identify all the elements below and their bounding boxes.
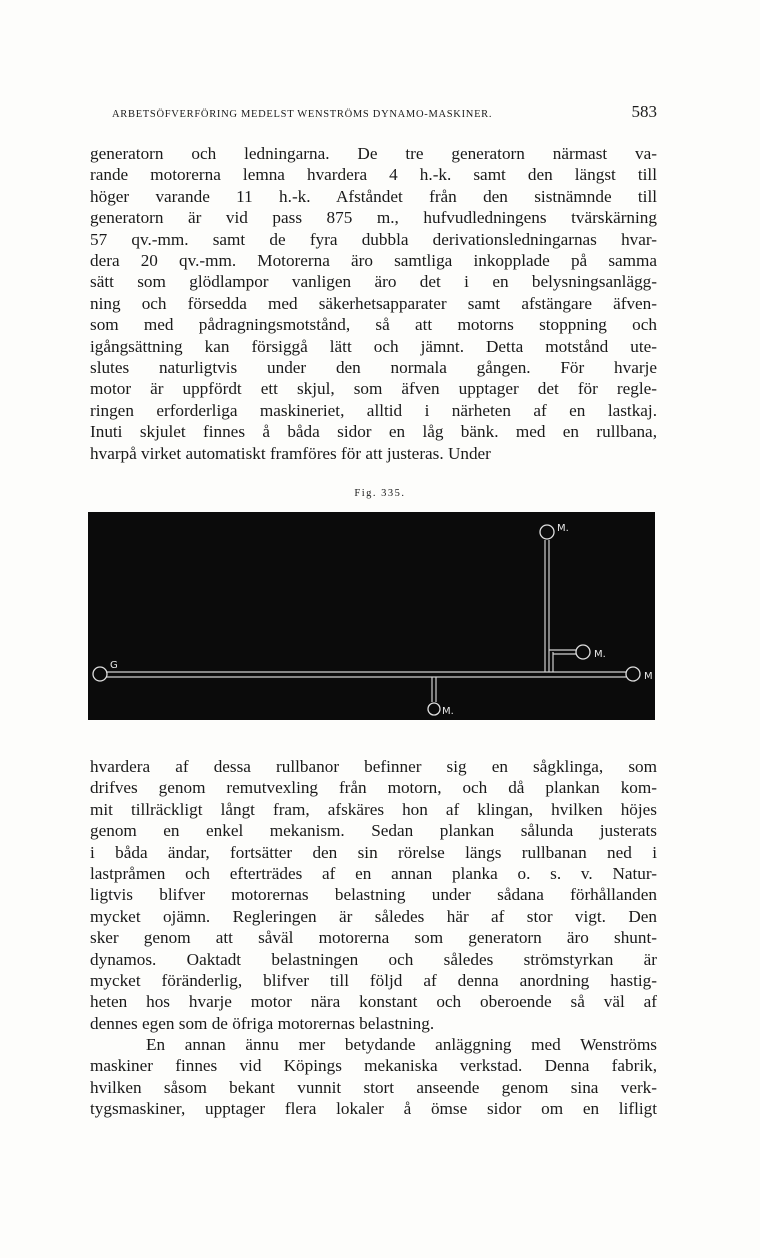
generator-circle (93, 667, 107, 681)
paragraph-bottom (90, 756, 657, 1034)
text-line: höger varande 11 h.-k. Afståndet från den sistnämnde till (90, 186, 657, 206)
text-line: tygsmaskiner, upptager flera lokaler å ömse sidor om en lifligt (90, 1099, 657, 1119)
text-line: mit tillräckligt långt fram, afskäres hon af klingan, hvilken höjes (90, 799, 657, 819)
motor-top-circle (540, 525, 554, 539)
text-line: En annan ännu mer betydande anläggning med Wenströms (146, 1035, 657, 1054)
generator-label: G (110, 660, 118, 671)
motor-right-label: M (644, 671, 653, 682)
text-line: lastpråmen och efterträdes af en annan planka o. s. v. Natur- (90, 864, 657, 884)
text-line: ning och försedda med säkerhetsapparater samt afstängare äfven- (90, 293, 657, 313)
text-line: ringen erforderliga maskineriet, alltid i närheten af en lastkaj. (90, 400, 657, 420)
text-line: 57 qv.-mm. samt de fyra dubbla derivationsledningarnas hvar- (90, 229, 657, 249)
text-line: hvarpå virket automatiskt framföres för att justeras. Under (90, 443, 491, 463)
text-line: heten hos hvarje motor nära konstant och oberoende så väl af (90, 992, 657, 1012)
text-line: genom en enkel mekanism. Sedan plankan sålunda justerats (90, 821, 657, 841)
text-line: generatorn och ledningarna. De tre generatorn närmast va- (90, 144, 657, 163)
text-line: dynamos. Oaktadt belastningen och således strömstyrkan är (90, 949, 657, 969)
paragraph-top (90, 143, 657, 464)
figure-caption: Fig. 335. (354, 488, 406, 499)
text-line: mycket ojämn. Regleringen är således här af stor vigt. Den (90, 906, 657, 926)
motor-mid-circle (576, 645, 590, 659)
text-line: dennes egen som de öfriga motorernas belastning. (90, 1013, 435, 1033)
text-line: mycket föränderlig, blifver till följd af denna anordning hastig- (90, 971, 657, 991)
text-line: Inuti skjulet finnes å båda sidor en låg bänk. med en rullbana, (90, 422, 657, 442)
header-title: ARBETSÖFVERFÖRING MEDELST WENSTRÖMS DYNAMO-MASKINER. (112, 109, 493, 120)
motor-mid-label: M. (594, 649, 606, 660)
text-line: maskiner finnes vid Köpings mekaniska verkstad. Denna fabrik, (90, 1056, 657, 1076)
text-line: dera 20 qv.-mm. Motorerna äro samtliga inkopplade på samma (90, 251, 657, 271)
text-line: i båda ändar, fortsätter den sin rörelse längs rullbanan ned i (90, 842, 657, 862)
text-line: slutes naturligtvis under den normala gången. För hvarje (90, 358, 657, 378)
text-line: som med pådragningsmotstånd, så att motorns stoppning och (90, 315, 657, 335)
text-line: generatorn är vid pass 875 m., hufvudledningens tvärskärning (90, 208, 657, 228)
text-line: hvardera af dessa rullbanor befinner sig en sågklinga, som (90, 757, 657, 776)
text-line: hvilken såsom bekant vunnit stort anseende genom sina verk- (90, 1077, 657, 1097)
paragraph-last (90, 1034, 657, 1120)
motor-bottom-circle (428, 703, 440, 715)
wiring-diagram (88, 512, 655, 720)
text-line: igångsättning kan försiggå lätt och jämnt. Detta motstånd ute- (90, 336, 657, 356)
text-line: sätt som glödlampor vanligen äro det i en belysningsanlägg- (90, 272, 657, 292)
text-line: rande motorerna lemna hvardera 4 h.-k. samt den längst till (90, 165, 657, 185)
page-number: 583 (631, 102, 657, 121)
text-line: motor är uppfördt ett skjul, som äfven upptager det för regle- (90, 379, 657, 399)
text-line: sker genom att såväl motorerna som generatorn äro shunt- (90, 928, 657, 948)
text-line: drifves genom remutvexling från motorn, och då plankan kom- (90, 778, 657, 798)
motor-top-label: M. (557, 523, 569, 534)
motor-right-circle (626, 667, 640, 681)
running-header (112, 102, 657, 122)
text-line: ligtvis blifver motorernas belastning under sådana förhållanden (90, 885, 657, 905)
motor-bottom-label: M. (442, 706, 454, 717)
